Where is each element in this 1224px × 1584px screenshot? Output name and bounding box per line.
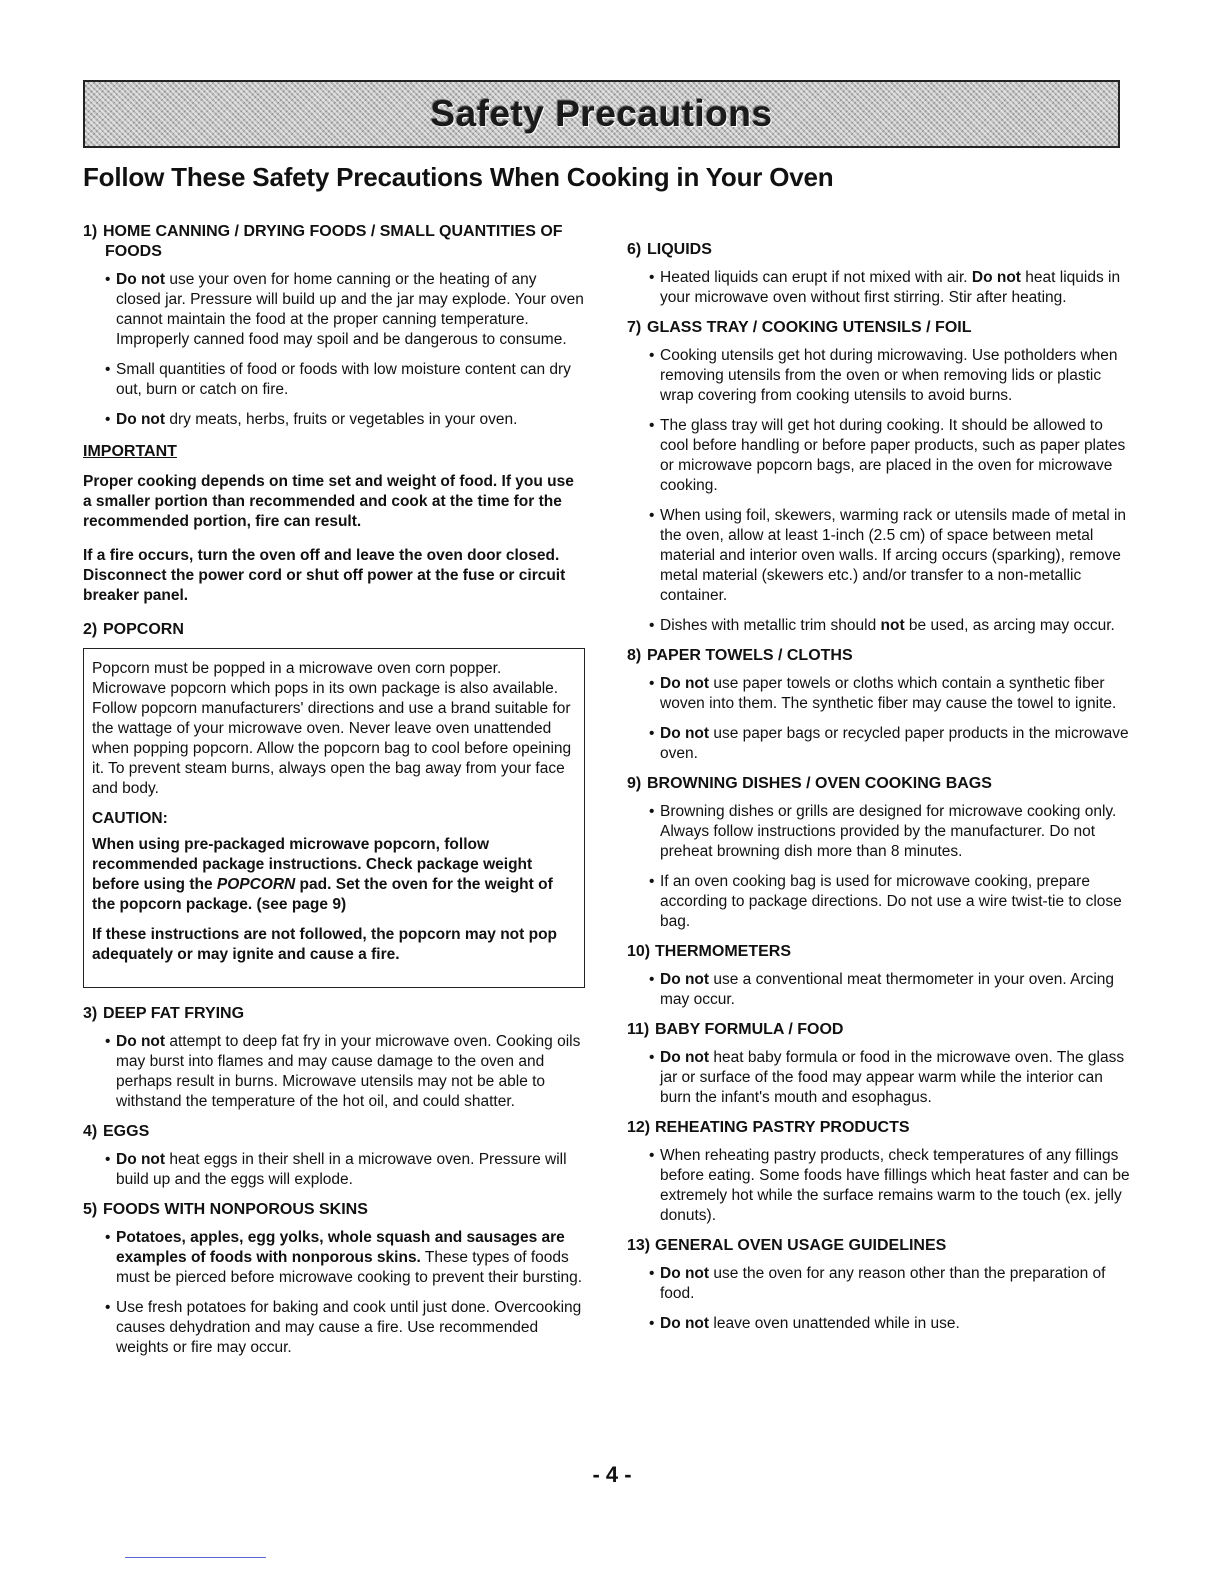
list-item: • Do not use the oven for any reason other than the preparation of food. <box>649 1264 1132 1304</box>
section-home-canning: 1) HOME CANNING / DRYING FOODS / SMALL QUANTITIES OF FOODS <box>83 223 563 260</box>
caution-text: When using pre-packaged microwave popcorn, follow recommended package instructions. Check package weight before using the POPCORN pad. Set the oven for the weight of the popcorn package. (see page 9) <box>92 836 553 913</box>
list-item: • If an oven cooking bag is used for microwave cooking, prepare according to package directions. Do not use a wire twist-tie to close bag. <box>649 872 1132 932</box>
important-text: Proper cooking depends on time set and weight of food. If you use a smaller portion than recommended and cook at the time for the recommended portion, fire can result. <box>83 473 574 530</box>
list-item: • Do not dry meats, herbs, fruits or vegetables in your oven. <box>105 410 585 430</box>
list-item: • Do not use your oven for home canning or the heating of any closed jar. Pressure will build up and the jar may explode. Your oven cannot maintain the food at the proper canning temperature. Improperly canned food may spoil and be dangerous to consume. <box>105 270 585 350</box>
list-item: • The glass tray will get hot during cooking. It should be allowed to cool before handling or before paper products, such as paper plates or microwave popcorn bags, are placed in the oven for microwave cooking. <box>649 416 1132 496</box>
section-general-usage: 13) GENERAL OVEN USAGE GUIDELINES <box>627 1237 947 1254</box>
list-item: • Do not heat baby formula or food in the microwave oven. The glass jar or surface of the food may appear warm while the interior can burn the infant's mouth and esophagus. <box>649 1048 1132 1108</box>
section-thermometers: 10) THERMOMETERS <box>627 943 791 960</box>
list-item: • Dishes with metallic trim should not be used, as arcing may occur. <box>649 616 1132 636</box>
section-glass-tray: 7) GLASS TRAY / COOKING UTENSILS / FOIL <box>627 319 972 336</box>
caution-heading: CAUTION: <box>92 810 168 827</box>
footer-divider <box>125 1557 266 1558</box>
caution-consequence: If these instructions are not followed, the popcorn may not pop adequately or may ignite and cause a fire. <box>92 926 558 963</box>
list-item: • Do not use paper bags or recycled paper products in the microwave oven. <box>649 724 1132 764</box>
banner-title: Safety Precautions <box>430 93 773 134</box>
list-item: • Heated liquids can erupt if not mixed with air. Do not heat liquids in your microwave oven without first stirring. Stir after heating. <box>649 268 1132 308</box>
page-subtitle: Follow These Safety Precautions When Cooking in Your Oven <box>83 162 834 192</box>
section-eggs: 4) EGGS <box>83 1123 150 1140</box>
fire-warning-text: If a fire occurs, turn the oven off and leave the oven door closed. Disconnect the power cord or shut off power at the fuse or circuit breaker panel. <box>83 547 566 604</box>
list-item: • Use fresh potatoes for baking and cook until just done. Overcooking causes dehydration and may cause a fire. Use recommended weights or fire may occur. <box>105 1298 585 1358</box>
right-column <box>627 240 1132 1344</box>
section-banner <box>83 80 1120 148</box>
section-liquids: 6) LIQUIDS <box>627 241 712 258</box>
list-item: • When reheating pastry products, check temperatures of any fillings before eating. Some foods have fillings which heat faster and can be extremely hot while the surface remains warm to the touch (ex. jelly donuts). <box>649 1146 1132 1226</box>
section-popcorn: 2) POPCORN <box>83 621 184 638</box>
list-item: • Do not use paper towels or cloths which contain a synthetic fiber woven into them. The synthetic fiber may cause the towel to ignite. <box>649 674 1132 714</box>
popcorn-text: Popcorn must be popped in a microwave oven corn popper. Microwave popcorn which pops in its own package is also available. Follow popcorn manufacturers' directions and use a brand suitable for the wattage of your microwave oven. Never leave oven unattended when popping popcorn. Allow the popcorn bag to cool before opeining it. To prevent steam burns, always open the bag away from your face and body. <box>92 660 572 797</box>
section-reheating-pastry: 12) REHEATING PASTRY PRODUCTS <box>627 1119 910 1136</box>
list-item: • Small quantities of food or foods with low moisture content can dry out, burn or catch on fire. <box>105 360 585 400</box>
section-paper-towels: 8) PAPER TOWELS / CLOTHS <box>627 647 853 664</box>
list-item: • When using foil, skewers, warming rack or utensils made of metal in the oven, allow at least 1-inch (2.5 cm) of space between metal material and interior oven walls. If arcing occurs (sparking), remove metal material (skewers etc.) and/or transfer to a non-metallic container. <box>649 506 1132 606</box>
important-heading: IMPORTANT <box>83 443 177 460</box>
section-nonporous-skins: 5) FOODS WITH NONPOROUS SKINS <box>83 1201 368 1218</box>
list-item: • Do not use a conventional meat thermometer in your oven. Arcing may occur. <box>649 970 1132 1010</box>
list-item: • Cooking utensils get hot during microwaving. Use potholders when removing utensils from the oven or when removing lids or plastic wrap covering from cooking utensils to avoid burns. <box>649 346 1132 406</box>
left-column <box>83 222 585 1368</box>
list-item: • Browning dishes or grills are designed for microwave cooking only. Always follow instructions provided by the manufacturer. Do not preheat browning dish more than 8 minutes. <box>649 802 1132 862</box>
section-deep-fat-frying: 3) DEEP FAT FRYING <box>83 1005 245 1022</box>
page-number: - 4 - <box>592 1462 632 1487</box>
list-item: • Do not attempt to deep fat fry in your microwave oven. Cooking oils may burst into flames and may cause damage to the oven and perhaps result in burns. Microwave utensils may not be able to withstand the temperature of the hot oil, and could shatter. <box>105 1032 585 1112</box>
list-item: • Potatoes, apples, egg yolks, whole squash and sausages are examples of foods with nonporous skins. These types of foods must be pierced before microwave cooking to prevent their bursting. <box>105 1228 585 1288</box>
section-baby-formula: 11) BABY FORMULA / FOOD <box>627 1021 844 1038</box>
list-item: • Do not leave oven unattended while in use. <box>649 1314 1132 1334</box>
section-browning-dishes: 9) BROWNING DISHES / OVEN COOKING BAGS <box>627 775 992 792</box>
popcorn-box <box>83 648 585 988</box>
list-item: • Do not heat eggs in their shell in a microwave oven. Pressure will build up and the eggs will explode. <box>105 1150 585 1190</box>
